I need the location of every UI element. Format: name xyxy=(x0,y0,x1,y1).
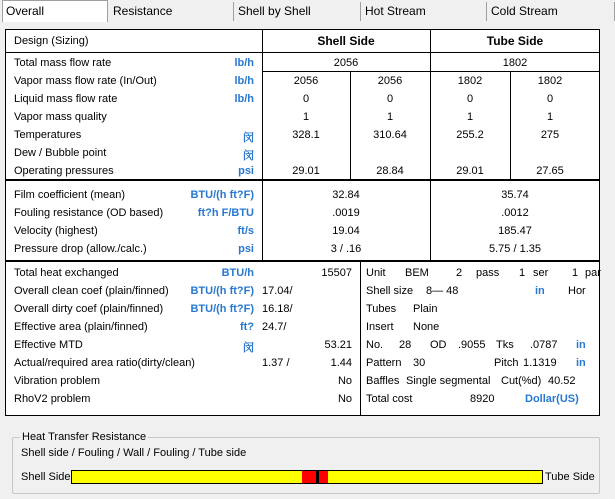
design-label: Design (Sizing) xyxy=(14,35,89,47)
cell-value: 2056 xyxy=(333,57,359,69)
cell-value: 2056 xyxy=(293,75,319,87)
cost-label: Total cost xyxy=(366,393,413,405)
par-label: par xyxy=(585,267,601,279)
cell-value: 310.64 xyxy=(373,129,407,141)
cell-value: 1802 xyxy=(457,75,483,87)
resistance-bar xyxy=(71,470,543,484)
row-label: RhoV2 problem xyxy=(14,393,91,405)
cell-value: 2056 xyxy=(377,75,403,87)
divider xyxy=(360,261,361,416)
pattern-label: Pattern xyxy=(366,357,402,369)
cell-value: No xyxy=(337,393,352,405)
row-label: Liquid mass flow rate xyxy=(14,93,118,105)
cell-value: 3 / .16 xyxy=(330,243,362,255)
insert-value: None xyxy=(413,321,440,333)
cell-value: 29.01 xyxy=(292,165,320,177)
tks-label: Tks xyxy=(496,339,514,351)
cell-value: 29.01 xyxy=(456,165,484,177)
divider xyxy=(5,52,600,53)
od-value: .9055 xyxy=(458,339,486,351)
cell-value: 1 xyxy=(302,111,310,123)
cell-value: 1.44 xyxy=(330,357,352,369)
pattern-value: 30 xyxy=(413,357,426,369)
cell-value: 1 xyxy=(466,111,474,123)
cell-value: 0 xyxy=(546,93,554,105)
pass-value: 2 xyxy=(456,267,463,279)
cell-value: 1802 xyxy=(537,75,563,87)
row-label: Total mass flow rate xyxy=(14,57,112,69)
cut-label: Cut(%d) xyxy=(501,375,542,387)
par-value: 1 xyxy=(572,267,579,279)
cell-value: 19.04 xyxy=(332,225,360,237)
ser-value: 1 xyxy=(519,267,526,279)
unit-value: BEM xyxy=(405,267,429,279)
tks-value: .0787 xyxy=(530,339,558,351)
od-label: OD xyxy=(430,339,447,351)
row-label: Pressure drop (allow./calc.) xyxy=(14,243,147,255)
shell-side-label: Shell Side xyxy=(21,471,71,483)
cell-value: .0019 xyxy=(332,207,360,219)
tab-hot-stream[interactable]: Hot Stream xyxy=(362,2,487,21)
cell-value: 328.1 xyxy=(292,129,320,141)
divider xyxy=(510,71,511,180)
unit-label: 闵 xyxy=(243,150,254,162)
cell-value: 17.04/ xyxy=(262,285,293,297)
unit-label: BTU/(h ft?F) xyxy=(190,189,254,201)
unit-label: ft?h F/BTU xyxy=(197,207,254,219)
resistance-segment-fouling-shell xyxy=(302,471,316,483)
row-label: Actual/required area ratio(dirty/clean) xyxy=(14,357,195,369)
shell-size-label: Shell size xyxy=(366,285,414,297)
row-label: Vapor mass flow rate (In/Out) xyxy=(14,75,157,87)
pitch-unit: in xyxy=(576,357,586,369)
baffles-label: Baffles xyxy=(366,375,400,387)
cell-value: 1.37 / xyxy=(262,357,290,369)
cell-value: 275 xyxy=(540,129,560,141)
divider xyxy=(262,71,600,72)
row-label: Vapor mass quality xyxy=(14,111,107,123)
unit-label: BTU/h xyxy=(221,267,254,279)
cell-value: 53.21 xyxy=(324,339,352,351)
tube-side-label: Tube Side xyxy=(545,471,595,483)
row-label: Vibration problem xyxy=(14,375,101,387)
row-label: Dew / Bubble point xyxy=(14,147,107,159)
cost-unit: Dollar(US) xyxy=(525,393,579,405)
cell-value: 1 xyxy=(546,111,554,123)
tube-dim-unit: in xyxy=(576,339,586,351)
cell-value: 255.2 xyxy=(456,129,484,141)
row-label: Operating pressures xyxy=(14,165,114,177)
unit-label: lb/h xyxy=(234,75,254,87)
cell-value: 32.84 xyxy=(332,189,360,201)
unit-label: ft/s xyxy=(237,225,254,237)
row-label: Overall clean coef (plain/finned) xyxy=(14,285,169,297)
insert-label: Insert xyxy=(366,321,394,333)
cut-value: 40.52 xyxy=(548,375,576,387)
pass-label: pass xyxy=(476,267,500,279)
tab-shell-by-shell[interactable]: Shell by Shell xyxy=(235,2,361,21)
tab-resistance-distribution[interactable]: Resistance xyxy=(110,2,234,21)
cell-value: 0 xyxy=(302,93,310,105)
cell-value: 0 xyxy=(466,93,474,105)
unit-label: BTU/(h ft?F) xyxy=(190,303,254,315)
tube-side-header: Tube Side xyxy=(486,34,544,48)
row-label: Fouling resistance (OD based) xyxy=(14,207,164,219)
cost-value: 8920 xyxy=(470,393,495,405)
cell-value: 27.65 xyxy=(536,165,564,177)
pitch-value: 1.1319 xyxy=(523,357,557,369)
pitch-label: Pitch xyxy=(494,357,519,369)
shell-size-value: 8— 48 xyxy=(426,285,459,297)
ser-label: ser xyxy=(533,267,549,279)
resistance-group xyxy=(12,437,600,494)
unit-label: psi xyxy=(238,243,254,255)
tube-count-value: 28 xyxy=(399,339,412,351)
tube-count-label: No. xyxy=(366,339,384,351)
row-label: Film coefficient (mean) xyxy=(14,189,126,201)
cell-value: 35.74 xyxy=(501,189,529,201)
cell-value: 5.75 / 1.35 xyxy=(489,243,541,255)
unit-label: lb/h xyxy=(234,93,254,105)
row-label: Overall dirty coef (plain/finned) xyxy=(14,303,164,315)
row-label: Effective area (plain/finned) xyxy=(14,321,148,333)
tab-strip xyxy=(0,0,615,23)
unit-label: Unit xyxy=(366,267,386,279)
shell-side-header: Shell Side xyxy=(317,34,375,48)
cell-value: 28.84 xyxy=(376,165,404,177)
unit-label: lb/h xyxy=(234,57,254,69)
cell-value: 24.7/ xyxy=(262,321,287,333)
unit-label: 闵 xyxy=(243,132,254,144)
tab-overall-performance[interactable]: Overall xyxy=(2,0,108,23)
unit-label: psi xyxy=(238,165,254,177)
resistance-legend: Shell side / Fouling / Wall / Fouling / Tube side xyxy=(21,447,247,459)
tab-cold-stream[interactable]: Cold Stream xyxy=(488,2,615,21)
row-label: Total heat exchanged xyxy=(14,267,119,279)
tubes-label: Tubes xyxy=(366,303,397,315)
cell-value: 1 xyxy=(386,111,394,123)
cell-value: 185.47 xyxy=(498,225,532,237)
cell-value: 1802 xyxy=(502,57,528,69)
unit-label: ft? xyxy=(239,321,254,333)
unit-label: 闵 xyxy=(243,342,254,354)
tubes-value: Plain xyxy=(413,303,438,315)
shell-size-unit: in xyxy=(535,285,545,297)
baffles-value: Single segmental xyxy=(406,375,491,387)
divider xyxy=(350,71,351,180)
shell-orientation: Hor xyxy=(568,285,586,297)
row-label: Effective MTD xyxy=(14,339,83,351)
row-label: Velocity (highest) xyxy=(14,225,98,237)
resistance-title: Heat Transfer Resistance xyxy=(22,431,147,443)
cell-value: No xyxy=(337,375,352,387)
cell-value: 16.18/ xyxy=(262,303,293,315)
row-label: Temperatures xyxy=(14,129,82,141)
cell-value: 0 xyxy=(386,93,394,105)
cell-value: 15507 xyxy=(321,267,352,279)
unit-label: BTU/(h ft?F) xyxy=(190,285,254,297)
resistance-segment-fouling-tube xyxy=(319,471,328,483)
cell-value: .0012 xyxy=(501,207,529,219)
